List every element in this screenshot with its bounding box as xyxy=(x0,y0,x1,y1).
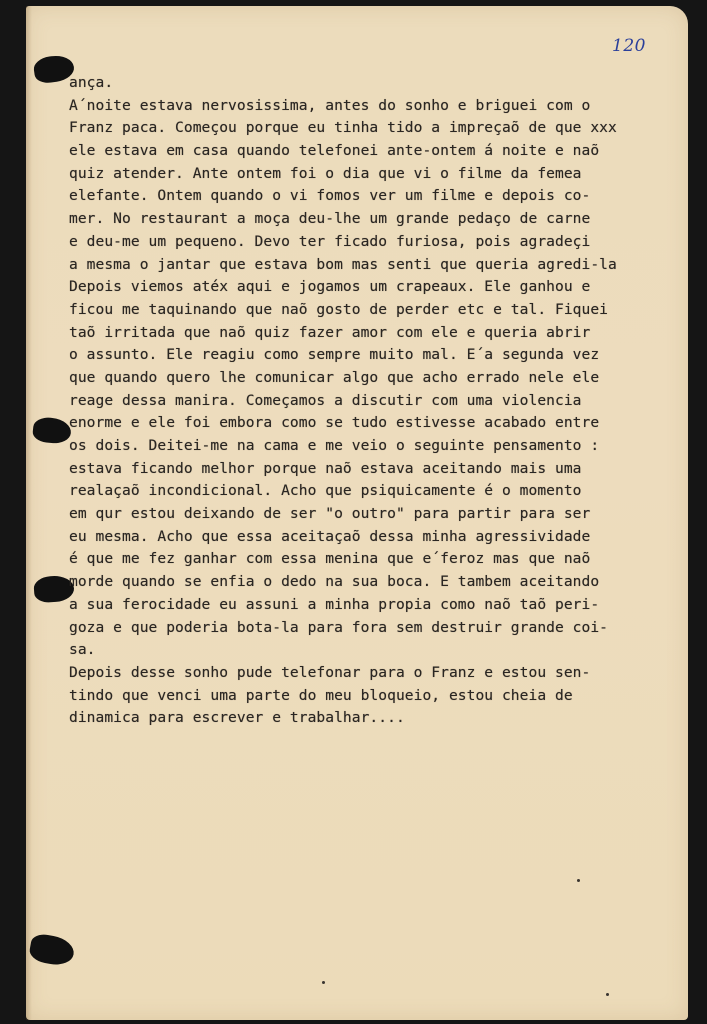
text-line: taõ irritada que naõ quiz fazer amor com ele e queria abrir xyxy=(69,323,591,341)
folio-number: 120 xyxy=(612,36,646,56)
text-line: goza e que poderia bota-la para fora sem destruir grande coi- xyxy=(69,618,609,636)
text-line: enorme e ele foi embora como se tudo estivesse acabado entre xyxy=(69,414,600,432)
text-line: ficou me taquinando que naõ gosto de perder etc e tal. Fiquei xyxy=(69,300,609,318)
text-line: o assunto. Ele reagiu como sempre muito mal. E´a segunda vez xyxy=(69,346,600,364)
text-line: sa. xyxy=(69,641,96,659)
paper-speck xyxy=(577,879,580,882)
text-line: e deu-me um pequeno. Devo ter ficado furiosa, pois agradeçi xyxy=(69,232,591,250)
text-line: Depois viemos atéx aqui e jogamos um crapeaux. Ele ganhou e xyxy=(69,278,591,296)
text-line: a sua ferocidade eu assuni a minha propia como naõ taõ peri- xyxy=(69,595,600,613)
text-line: que quando quero lhe comunicar algo que acho errado nele ele xyxy=(69,368,600,386)
text-line: realaçaõ incondicional. Acho que psiquicamente é o momento xyxy=(69,482,582,500)
paper-speck xyxy=(606,993,609,996)
text-line: tindo que venci uma parte do meu bloqueio, estou cheia de xyxy=(69,686,573,704)
typed-text-block xyxy=(69,72,689,730)
text-line: Depois desse sonho pude telefonar para o Franz e estou sen- xyxy=(69,663,591,681)
text-line: morde quando se enfia o dedo na sua boca. E tambem aceitando xyxy=(69,573,600,591)
text-line: dinamica para escrever e trabalhar.... xyxy=(69,709,405,727)
text-line: A´noite estava nervosissima, antes do sonho e briguei com o xyxy=(69,96,591,114)
text-line: Franz paca. Começou porque eu tinha tido a impreçaõ de que xxx xyxy=(69,119,617,137)
page-left-edge xyxy=(26,6,32,1020)
text-line: ele estava em casa quando telefonei ante-ontem á noite e naõ xyxy=(69,142,600,160)
text-line: ança. xyxy=(69,74,114,91)
text-line: eu mesma. Acho que essa aceitaçaõ dessa minha agressividade xyxy=(69,527,591,545)
text-line: elefante. Ontem quando o vi fomos ver um filme e depois co- xyxy=(69,187,591,205)
text-line: em qur estou deixando de ser "o outro" para partir para ser xyxy=(69,505,591,523)
text-line: a mesma o jantar que estava bom mas senti que queria agredi-la xyxy=(69,255,617,273)
paper-speck xyxy=(322,981,325,984)
text-line: reage dessa manira. Começamos a discutir com uma violencia xyxy=(69,391,582,409)
text-line: estava ficando melhor porque naõ estava aceitando mais uma xyxy=(69,459,582,477)
text-line: mer. No restaurant a moça deu-lhe um grande pedaço de carne xyxy=(69,210,591,228)
text-line: os dois. Deitei-me na cama e me veio o seguinte pensamento : xyxy=(69,437,600,454)
text-line: quiz atender. Ante ontem foi o dia que vi o filme da femea xyxy=(69,164,582,182)
text-line: é que me fez ganhar com essa menina que e´feroz mas que naõ xyxy=(69,550,591,568)
